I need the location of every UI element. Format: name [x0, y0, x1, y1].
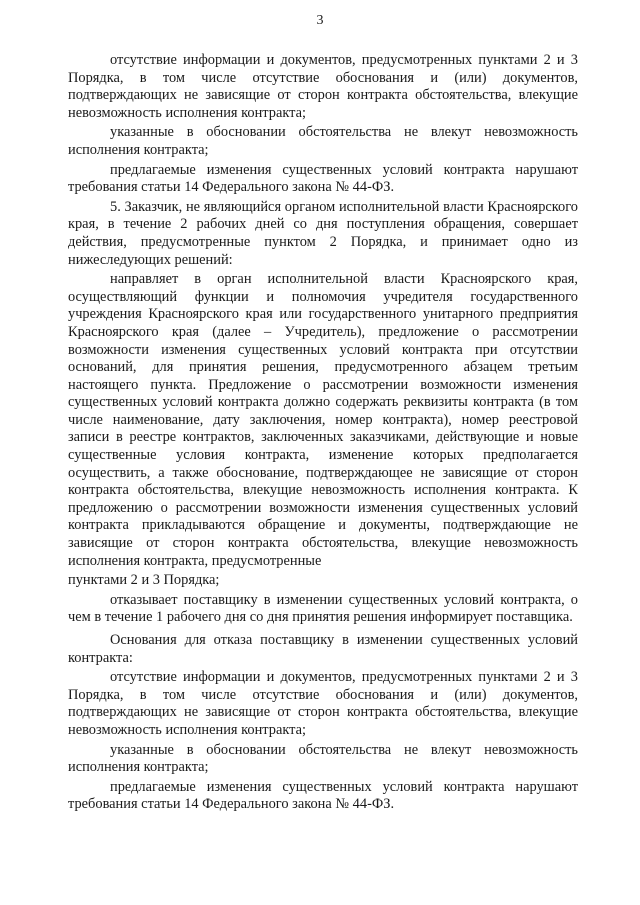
paragraph-refusal-reason-violates-law: предлагаемые изменения существенных условий контракта нарушают требования статьи 14 Федерального закона № 44-ФЗ.	[68, 161, 578, 196]
paragraph-send-proposal-end: пунктами 2 и 3 Порядка;	[68, 572, 220, 589]
paragraph-refusal-reason-missing-docs-2: отсутствие информации и документов, предусмотренных пунктами 2 и 3 Порядка, в том числе отсутствие обоснования и (или) документов, подтверждающих не зависящие от сторон контракта обстоятельства, влекущие невозможность исполнения контракта;	[68, 669, 578, 738]
paragraph-refusal-reason-missing-docs: отсутствие информации и документов, предусмотренных пунктами 2 и 3 Порядка, в том числе отсутствие обоснования и (или) документов, подтверждающих не зависящие от сторон контракта обстоятельства, влекущие невозможность исполнения контракта;	[68, 52, 578, 121]
paragraph-refusal-reason-violates-law-2: предлагаемые изменения существенных условий контракта нарушают требования статьи 14 Федерального закона № 44-ФЗ.	[68, 778, 578, 813]
paragraph-clause-5: 5. Заказчик, не являющийся органом исполнительной власти Красноярского края, в течение 2 рабочих дней со дня поступления обращения, совершает действия, предусмотренные пунктом 2 Порядка, и принимает одно из нижеследующих решений:	[68, 198, 578, 268]
page-number: 3	[316, 13, 324, 28]
paragraph-refusal-reason-no-impossibility-2: указанные в обосновании обстоятельства не влекут невозможность исполнения контракта;	[68, 741, 578, 776]
paragraph-send-proposal: направляет в орган исполнительной власти Красноярского края, осуществляющий функции и полномочия учредителя государственного учреждения Красноярского края или государственного унитарного предприятия Красноярского края (далее – Учредитель), предложение о рассмотрении возможности изменения существенных условий контракта при отсутствии оснований, для принятия решения, предусмотренного абзацем третьим настоящего пункта. Предложение о рассмотрении возможности изменения существенных условий контракта должно содержать реквизиты контракта (в том числе наименование, дату заключения, номер контракта), номер реестровой записи в реестре контрактов, заключенных заказчиками, действующие и новые существенные условия контракта, изменение которых предполагается осуществить, а также обоснование, подтверждающее не зависящие от сторон контракта обстоятельства, влекущие невозможность исполнения контракта. К предложению о рассмотрении возможности изменения существенных условий контракта прикладываются обращение и документы, подтверждающие не зависящие от сторон контракта обстоятельства, влекущие невозможность исполнения контракта, предусмотренные	[68, 271, 578, 569]
paragraph-refusal-reason-no-impossibility: указанные в обосновании обстоятельства не влекут невозможность исполнения контракта;	[68, 124, 578, 158]
paragraph-refuse-supplier: отказывает поставщику в изменении существенных условий контракта, о чем в течение 1 рабочего дня со дня принятия решения информирует поставщика.	[68, 591, 578, 626]
paragraph-refusal-grounds-heading: Основания для отказа поставщику в изменении существенных условий контракта:	[68, 632, 578, 666]
document-body	[68, 52, 578, 816]
